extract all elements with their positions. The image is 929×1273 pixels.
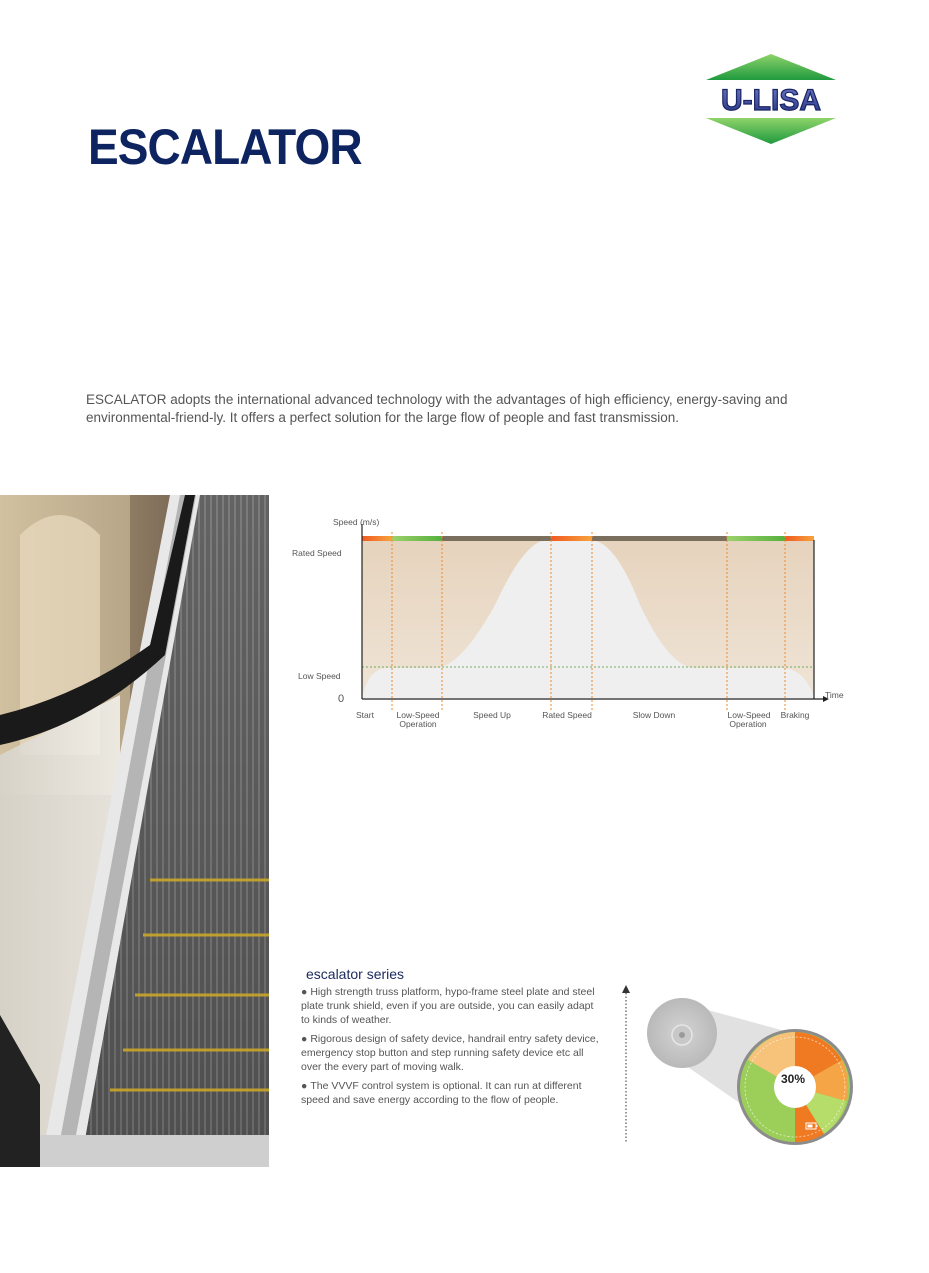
band-braking	[785, 536, 814, 541]
phase-label: Slow Down	[632, 710, 676, 720]
logo-text: U-LISA	[721, 84, 821, 117]
rated-speed-label: Rated Speed	[292, 548, 342, 558]
phase-label: Braking	[780, 710, 810, 720]
energy-percent: 30%	[780, 1072, 806, 1086]
intro-paragraph: ESCALATOR adopts the international advanced technology with the advantages of high efficiency, energy-saving and environmental-friend-ly. It offers a perfect solution for the large flow of people and fast transmission.	[86, 392, 788, 425]
phase-sublabel: Operation	[729, 719, 767, 729]
phase-label: Low-Speed	[727, 710, 771, 720]
band-start	[362, 536, 392, 541]
x-axis-label: Time	[825, 690, 844, 700]
list-item: ● High strength truss platform, hypo-frame steel plate and steel plate trunk shield, even if you are outside, you can easily adapt to kinds of weather.	[301, 986, 595, 1026]
list-item: ● The VVVF control system is optional. It can run at different speed and save energy according to the flow of people.	[301, 1080, 582, 1106]
band-low-speed-2	[727, 536, 785, 541]
speed-profile-chart	[285, 510, 855, 740]
u-lisa-logo	[700, 52, 842, 147]
low-speed-label: Low Speed	[298, 671, 341, 681]
list-item: ● Rigorous design of safety device, handrail entry safety device, emergency stop button and step running safety device etc all over the every part of moving walk.	[301, 1033, 599, 1073]
y-axis-label: Speed (m/s)	[333, 517, 380, 527]
series-title: escalator series	[306, 966, 405, 982]
phase-label: Speed Up	[473, 710, 511, 720]
zero-label: 0	[338, 693, 345, 705]
escalator-photo	[0, 495, 269, 1167]
band-low-speed-1	[392, 536, 442, 541]
up-arrow-divider	[620, 985, 632, 1145]
phase-label: Low-Speed	[396, 710, 440, 720]
phase-label: Rated Speed	[542, 710, 592, 720]
phase-sublabel: Operation	[399, 719, 437, 729]
phase-label: Start	[356, 710, 374, 720]
band-rated	[551, 536, 592, 541]
feature-list	[301, 985, 601, 1112]
page-title: ESCALATOR	[88, 119, 362, 175]
energy-saving-graphic	[640, 995, 865, 1155]
